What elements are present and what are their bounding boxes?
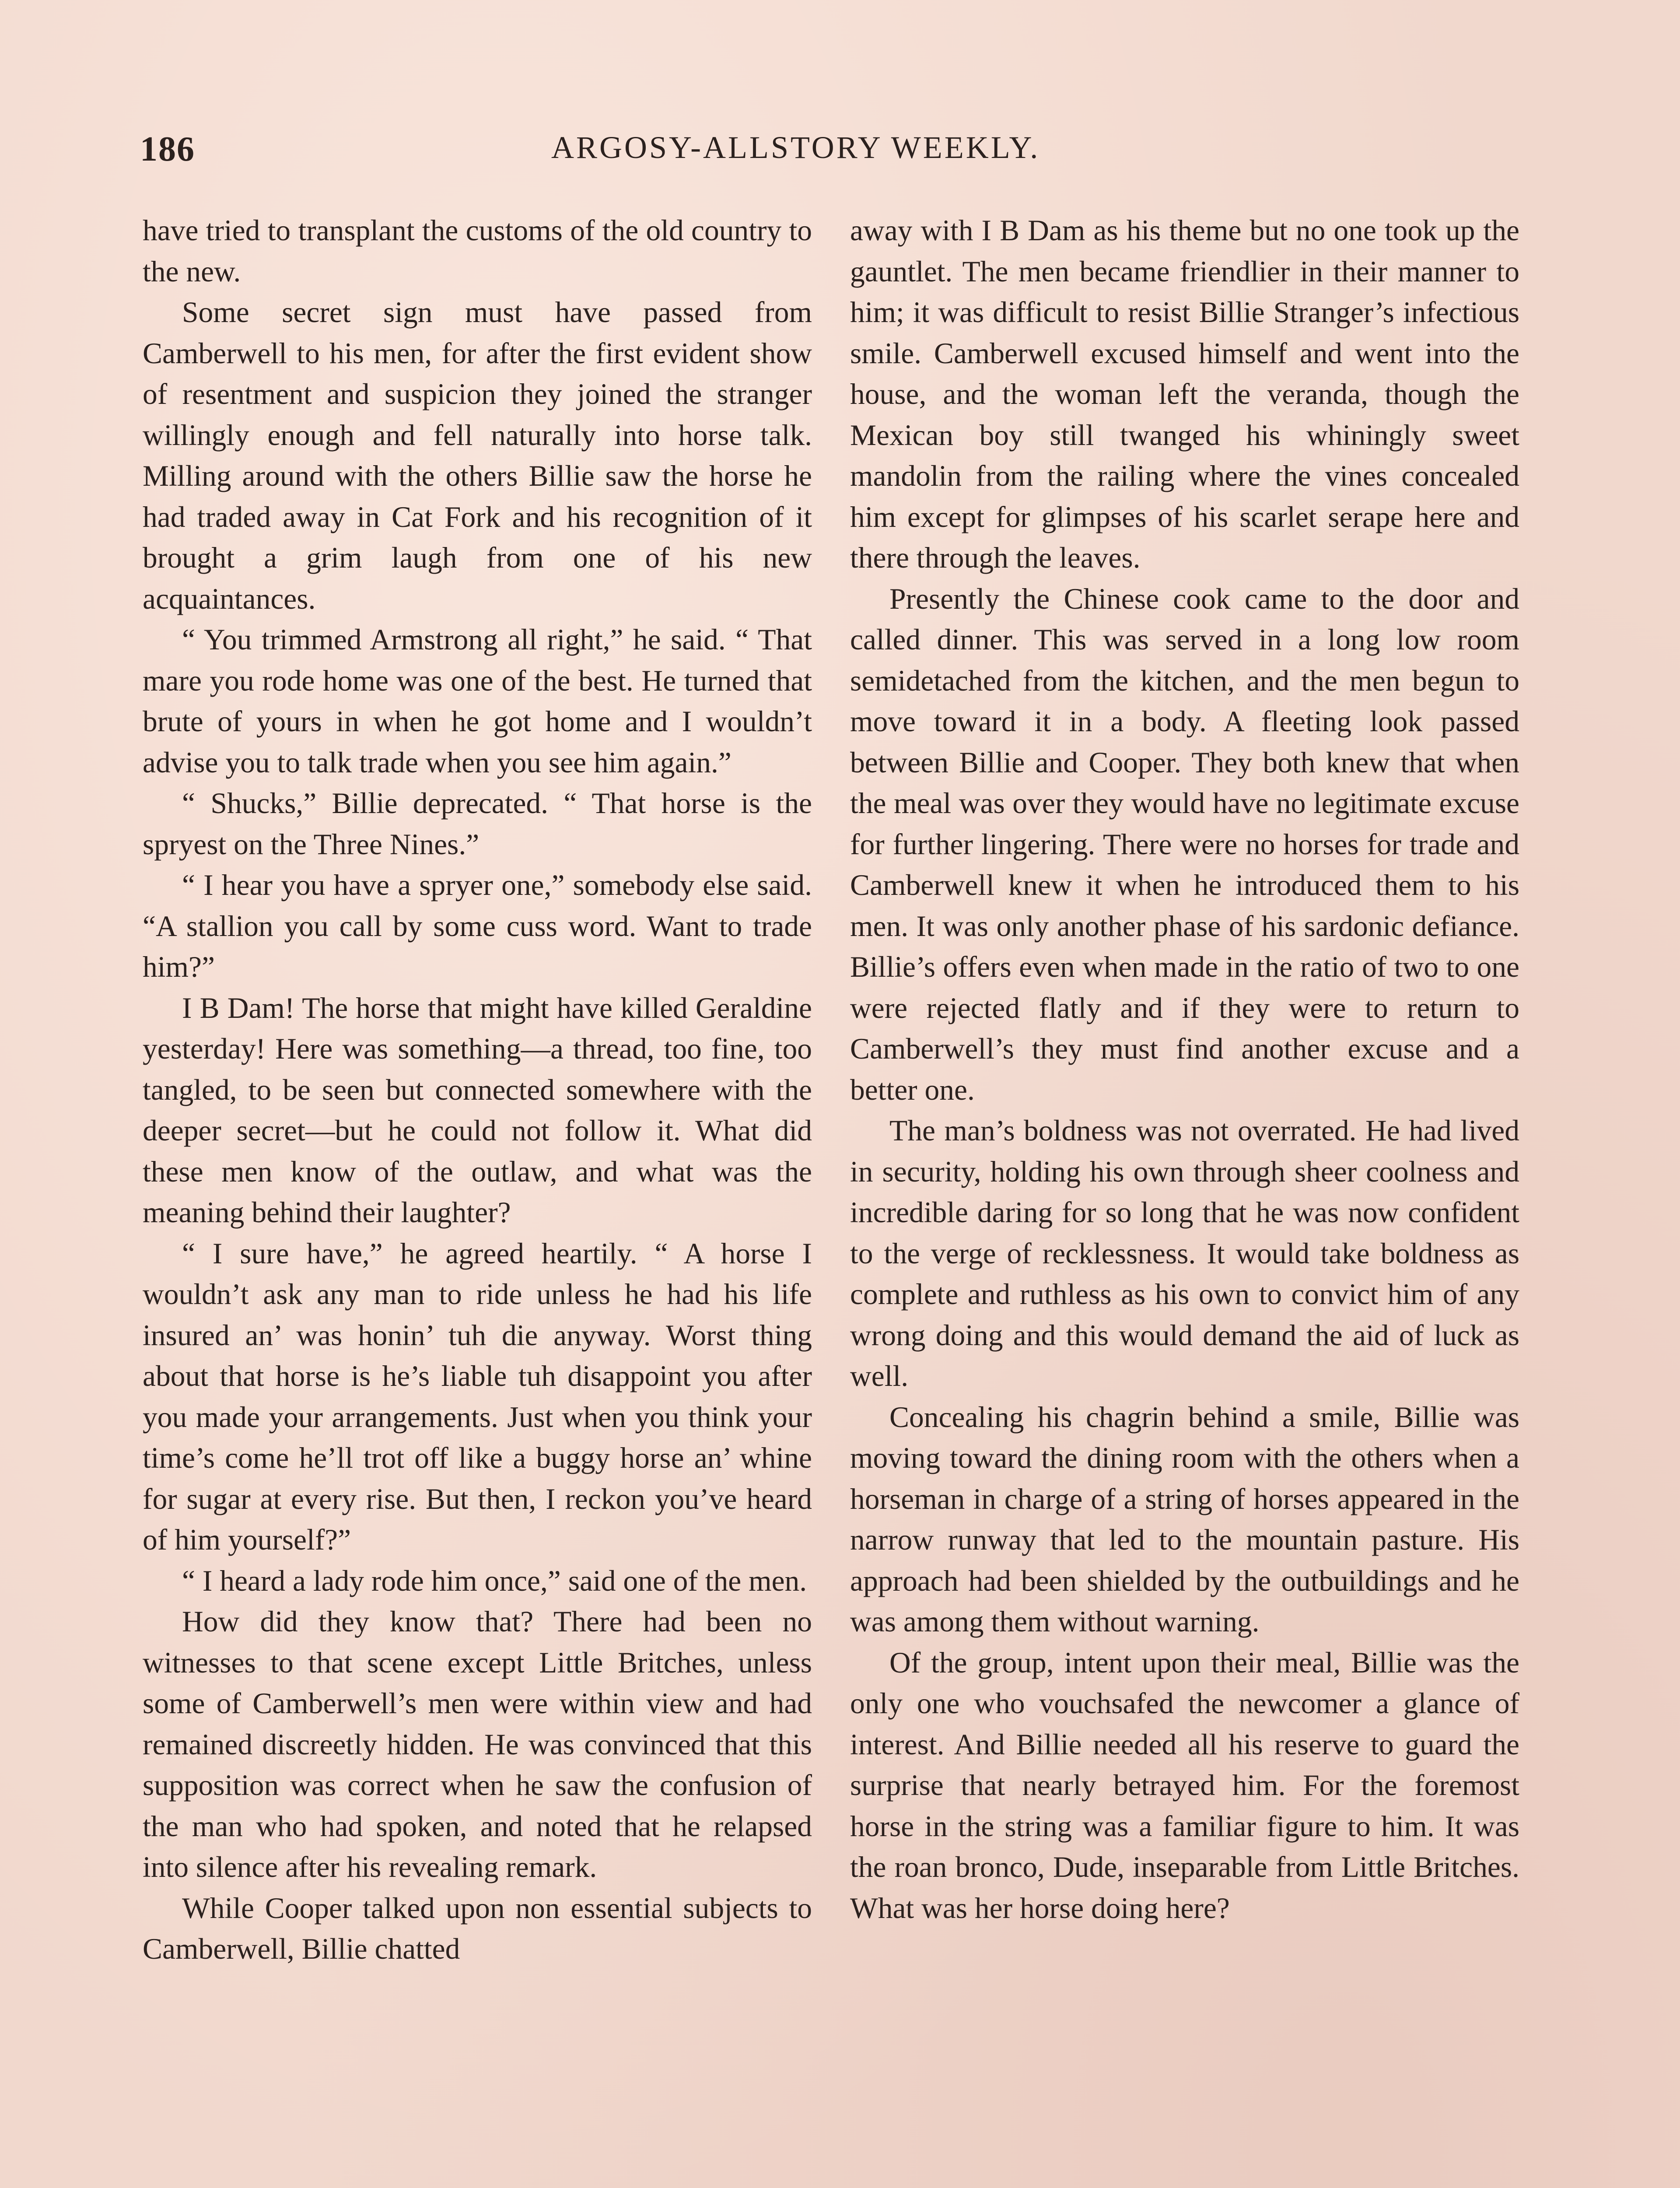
paragraph: Of the group, intent upon their meal, Billie was the only one who vouchsafed the newcomer a glance of interest. And Billie needed all his reserve to guard the surprise that nearly betrayed him. For the foremost horse in the string was a familiar figure to him. It was the roan bronco, Dude, inseparable from Little Britches. What was her horse doing here? [850, 1646, 1519, 1925]
paragraph: Concealing his chagrin behind a smile, Billie was moving toward the dining room with the others when a horseman in charge of a string of horses appeared in the narrow runway that led to the mountain pasture. His approach had been shielded by the outbuildings and he was among them without warning. [850, 1400, 1519, 1638]
paragraph: “ I hear you have a spryer one,” somebody else said. “A stallion you call by some cuss word. Want to trade him?” [143, 869, 812, 983]
paragraph: “ I sure have,” he agreed heartily. “ A horse I wouldn’t ask any man to ride unless he had his life insured an’ was honin’ tuh die anyway. Worst thing about that horse is he’s liable tuh disappoint you after you made your arrangements. Just when you think your time’s come he’ll trot off like a buggy horse an’ whine for sugar at every rise. But then, I reckon you’ve heard of him yourself?” [143, 1237, 812, 1556]
paragraph: I B Dam! The horse that might have killed Geraldine yesterday! Here was something—a thread, too fine, too tangled, to be seen but connected somewhere with the deeper secret—but he could not follow it. What did these men know of the outlaw, and what was the meaning behind their laughter? [143, 991, 812, 1229]
paragraph: While Cooper talked upon non essential subjects to Camberwell, Billie chatted [143, 1891, 812, 1965]
running-head: ARGOSY-ALLSTORY WEEKLY. [551, 130, 1040, 165]
paragraph: Some secret sign must have passed from Camberwell to his men, for after the first evident show of resentment and suspicion they joined the stranger willingly enough and fell naturally into horse talk. Milling around with the others Billie saw the horse he had traded away in Cat Fork and his recognition of it brought a grim laugh from one of his new acquaintances. [143, 296, 812, 615]
page-number: 186 [140, 130, 195, 168]
paragraph: Presently the Chinese cook came to the door and called dinner. This was served in a long low room semidetached from the kitchen, and the men begun to move toward it in a body. A fleeting look passed between Billie and Cooper. They both knew that when the meal was over they would have no legitimate excuse for further lingering. There were no horses for trade and Camberwell knew it when he introduced them to his men. It was only another phase of his sardonic defiance. Billie’s offers even when made in the ratio of two to one were rejected flatly and if they were to return to Camberwell’s they must find another excuse and a better one. [850, 582, 1519, 1106]
paragraph: How did they know that? There had been no witnesses to that scene except Little Britches, unless some of Camberwell’s men were within view and had remained discreetly hidden. He was convinced that this supposition was correct when he saw the confusion of the man who had spoken, and noted that he relapsed into silence after his revealing remark. [143, 1605, 812, 1883]
paragraph: “ You trimmed Armstrong all right,” he said. “ That mare you rode home was one of the best. He turned that brute of yours in when he got home and I wouldn’t advise you to talk trade when you see him again.” [143, 623, 812, 779]
left-column [143, 210, 812, 1970]
paragraph: have tried to transplant the customs of the old country to the new. [143, 214, 812, 288]
paragraph: “ Shucks,” Billie deprecated. “ That horse is the spryest on the Three Nines.” [143, 787, 812, 861]
paragraph: away with I B Dam as his theme but no one took up the gauntlet. The men became friendlier in their manner to him; it was difficult to resist Billie Stranger’s infectious smile. Camberwell excused himself and went into the house, and the woman left the veranda, though the Mexican boy still twanged his whiningly sweet mandolin from the railing where the vines concealed him except for glimpses of his scarlet serape here and there through the leaves. [850, 214, 1519, 574]
paragraph: “ I heard a lady rode him once,” said one of the men. [182, 1564, 807, 1597]
right-column [850, 210, 1519, 1929]
page-header [140, 130, 1558, 182]
paragraph: The man’s boldness was not overrated. He had lived in security, holding his own through sheer coolness and incredible daring for so long that he was now confident to the verge of recklessness. It would take boldness as complete and ruthless as his own to convict him of any wrong doing and this would demand the aid of luck as well. [850, 1114, 1519, 1392]
